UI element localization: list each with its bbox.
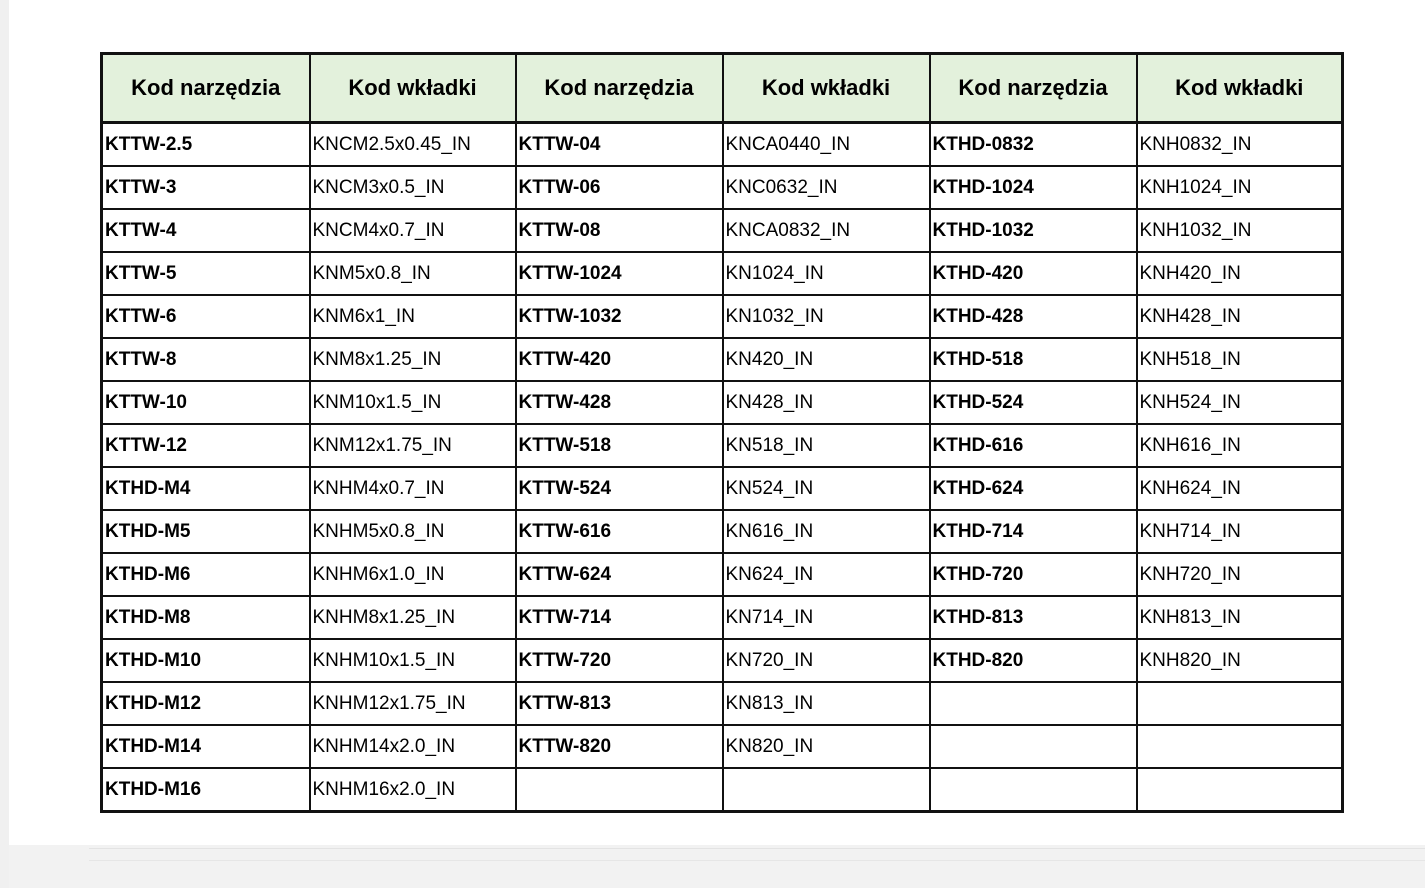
insert-code-cell: KNCM4x0.7_IN	[310, 209, 516, 252]
table-row	[102, 252, 1343, 295]
insert-code-cell: KNHM6x1.0_IN	[310, 553, 516, 596]
insert-code-cell: KNH624_IN	[1137, 467, 1343, 510]
table-row	[102, 596, 1343, 639]
tool-code-cell: KTHD-M8	[102, 596, 310, 639]
insert-code-cell: KNC0632_IN	[723, 166, 930, 209]
table-row	[102, 768, 1343, 812]
column-header-insert-code: Kod wkładki	[1137, 54, 1343, 123]
tool-code-cell: KTHD-M10	[102, 639, 310, 682]
tool-code-cell: KTHD-1032	[930, 209, 1137, 252]
insert-code-cell: KNH518_IN	[1137, 338, 1343, 381]
tool-code-cell: KTTW-2.5	[102, 123, 310, 167]
insert-code-cell: KNH813_IN	[1137, 596, 1343, 639]
insert-code-cell: KN420_IN	[723, 338, 930, 381]
insert-code-cell	[723, 768, 930, 812]
insert-code-cell: KNCM3x0.5_IN	[310, 166, 516, 209]
insert-code-cell: KNH714_IN	[1137, 510, 1343, 553]
tool-code-cell	[930, 682, 1137, 725]
tool-code-cell	[930, 725, 1137, 768]
column-header-tool-code: Kod narzędzia	[516, 54, 723, 123]
insert-code-cell: KNM8x1.25_IN	[310, 338, 516, 381]
insert-code-cell: KNH428_IN	[1137, 295, 1343, 338]
insert-code-cell: KNCM2.5x0.45_IN	[310, 123, 516, 167]
table-row	[102, 166, 1343, 209]
table-body	[102, 123, 1343, 812]
insert-code-cell: KNM12x1.75_IN	[310, 424, 516, 467]
insert-code-cell: KNH420_IN	[1137, 252, 1343, 295]
insert-code-cell: KNCA0832_IN	[723, 209, 930, 252]
insert-code-cell	[1137, 725, 1343, 768]
insert-code-cell: KNH1032_IN	[1137, 209, 1343, 252]
insert-code-cell: KNH720_IN	[1137, 553, 1343, 596]
tool-code-cell: KTHD-616	[930, 424, 1137, 467]
insert-code-cell: KNM10x1.5_IN	[310, 381, 516, 424]
table-row	[102, 424, 1343, 467]
column-header-insert-code: Kod wkładki	[723, 54, 930, 123]
insert-code-cell: KNHM8x1.25_IN	[310, 596, 516, 639]
insert-code-cell: KNH1024_IN	[1137, 166, 1343, 209]
bottom-divider-secondary	[89, 860, 1425, 861]
tool-code-cell: KTTW-12	[102, 424, 310, 467]
tool-code-cell: KTTW-813	[516, 682, 723, 725]
tool-code-cell: KTHD-M6	[102, 553, 310, 596]
insert-code-cell: KN720_IN	[723, 639, 930, 682]
table-row	[102, 682, 1343, 725]
tool-code-cell: KTHD-524	[930, 381, 1137, 424]
insert-code-cell: KNH524_IN	[1137, 381, 1343, 424]
tool-insert-table	[100, 52, 1344, 813]
tool-code-cell: KTTW-714	[516, 596, 723, 639]
tool-code-cell: KTHD-714	[930, 510, 1137, 553]
tool-code-cell: KTHD-M12	[102, 682, 310, 725]
tool-code-cell: KTTW-624	[516, 553, 723, 596]
header-row	[102, 54, 1343, 123]
insert-code-cell: KN813_IN	[723, 682, 930, 725]
tool-code-cell: KTTW-1024	[516, 252, 723, 295]
insert-code-cell: KN1024_IN	[723, 252, 930, 295]
tool-code-cell: KTTW-1032	[516, 295, 723, 338]
insert-code-cell: KN820_IN	[723, 725, 930, 768]
insert-code-cell: KNHM14x2.0_IN	[310, 725, 516, 768]
insert-code-cell: KN428_IN	[723, 381, 930, 424]
tool-code-cell: KTHD-M5	[102, 510, 310, 553]
tool-code-cell: KTHD-1024	[930, 166, 1137, 209]
insert-code-cell: KNM5x0.8_IN	[310, 252, 516, 295]
tool-code-cell: KTHD-M16	[102, 768, 310, 812]
table-row	[102, 209, 1343, 252]
insert-code-cell: KNM6x1_IN	[310, 295, 516, 338]
tool-code-cell: KTTW-820	[516, 725, 723, 768]
tool-code-cell: KTHD-820	[930, 639, 1137, 682]
tool-code-cell: KTTW-420	[516, 338, 723, 381]
tool-code-cell: KTTW-616	[516, 510, 723, 553]
table-row	[102, 123, 1343, 167]
insert-code-cell: KNHM10x1.5_IN	[310, 639, 516, 682]
tool-code-cell: KTHD-518	[930, 338, 1137, 381]
tool-code-cell: KTTW-10	[102, 381, 310, 424]
bottom-divider	[89, 848, 1425, 849]
tool-code-cell: KTHD-420	[930, 252, 1137, 295]
tool-code-cell: KTHD-428	[930, 295, 1137, 338]
tool-code-cell: KTHD-813	[930, 596, 1137, 639]
insert-code-cell: KNH616_IN	[1137, 424, 1343, 467]
insert-code-cell: KN518_IN	[723, 424, 930, 467]
insert-code-cell	[1137, 768, 1343, 812]
tool-code-cell: KTTW-04	[516, 123, 723, 167]
table-row	[102, 639, 1343, 682]
table-row	[102, 725, 1343, 768]
column-header-tool-code: Kod narzędzia	[930, 54, 1137, 123]
tool-code-cell: KTTW-08	[516, 209, 723, 252]
tool-code-cell: KTTW-8	[102, 338, 310, 381]
insert-code-cell: KNHM16x2.0_IN	[310, 768, 516, 812]
table-row	[102, 381, 1343, 424]
tool-code-cell: KTTW-06	[516, 166, 723, 209]
insert-code-cell: KN714_IN	[723, 596, 930, 639]
insert-code-cell: KNH0832_IN	[1137, 123, 1343, 167]
table-row	[102, 510, 1343, 553]
tool-code-cell: KTTW-428	[516, 381, 723, 424]
tool-code-cell: KTHD-M14	[102, 725, 310, 768]
tool-code-cell: KTTW-524	[516, 467, 723, 510]
insert-code-cell: KNH820_IN	[1137, 639, 1343, 682]
insert-code-cell: KNHM5x0.8_IN	[310, 510, 516, 553]
left-gutter	[0, 0, 9, 888]
column-header-tool-code: Kod narzędzia	[102, 54, 310, 123]
insert-code-cell: KN524_IN	[723, 467, 930, 510]
tool-code-cell	[930, 768, 1137, 812]
tool-code-cell: KTHD-0832	[930, 123, 1137, 167]
tool-code-cell: KTTW-5	[102, 252, 310, 295]
insert-code-cell: KNCA0440_IN	[723, 123, 930, 167]
tool-code-cell: KTHD-624	[930, 467, 1137, 510]
tool-code-cell: KTTW-720	[516, 639, 723, 682]
insert-code-cell: KN616_IN	[723, 510, 930, 553]
tool-code-cell	[516, 768, 723, 812]
tool-code-cell: KTTW-6	[102, 295, 310, 338]
tool-code-cell: KTTW-518	[516, 424, 723, 467]
tool-code-cell: KTTW-4	[102, 209, 310, 252]
table-row	[102, 295, 1343, 338]
insert-code-cell: KN624_IN	[723, 553, 930, 596]
table-row	[102, 467, 1343, 510]
column-header-insert-code: Kod wkładki	[310, 54, 516, 123]
table-row	[102, 553, 1343, 596]
tool-code-cell: KTTW-3	[102, 166, 310, 209]
tool-code-cell: KTHD-720	[930, 553, 1137, 596]
insert-code-cell: KNHM4x0.7_IN	[310, 467, 516, 510]
table-row	[102, 338, 1343, 381]
tool-code-cell: KTHD-M4	[102, 467, 310, 510]
insert-code-cell: KNHM12x1.75_IN	[310, 682, 516, 725]
insert-code-cell	[1137, 682, 1343, 725]
insert-code-cell: KN1032_IN	[723, 295, 930, 338]
